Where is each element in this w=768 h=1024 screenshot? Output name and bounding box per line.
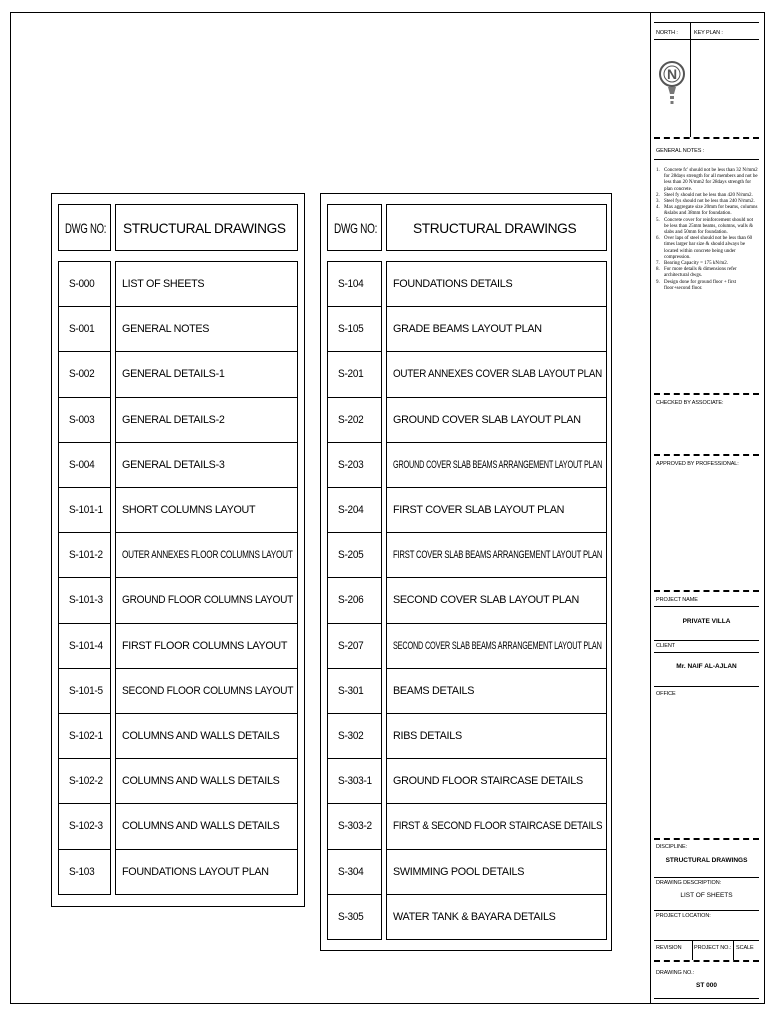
sheet-title-cell: FOUNDATIONS DETAILS (386, 261, 607, 307)
structural-drawings-header: STRUCTURAL DRAWINGS (386, 204, 607, 251)
sheet-number-cell: S-101-3 (58, 577, 111, 623)
revision-label: REVISION (656, 945, 682, 951)
sheet-title-cell: GENERAL NOTES (115, 306, 298, 352)
tb-dash-2 (654, 393, 759, 395)
sheet-title-cell: RIBS DETAILS (386, 713, 607, 759)
tb-location-line (654, 940, 759, 941)
key-plan-label: KEY PLAN : (694, 30, 723, 36)
title-block-divider (650, 12, 651, 1004)
general-note-number: 8. (656, 267, 660, 273)
tb-client-line-2 (654, 652, 759, 653)
tb-client-line (654, 640, 759, 641)
tb-dash-5 (654, 838, 759, 840)
client-value: Mr. NAIF AL-AJLAN (676, 663, 737, 670)
tb-description-line (654, 910, 759, 911)
scale-label: SCALE (736, 945, 754, 951)
sheet-number-cell: S-105 (327, 306, 382, 352)
general-note-number: 5. (656, 217, 660, 223)
tb-dash-4 (654, 590, 759, 592)
tb-top-line (654, 22, 759, 23)
sheet-title-cell: GRADE BEAMS LAYOUT PLAN (386, 306, 607, 352)
sheet-title-cell: FIRST COVER SLAB LAYOUT PLAN (386, 487, 607, 533)
general-note-text: Steel fy should not be less than 420 N/mm2. (664, 192, 753, 198)
sheet-number-cell: S-101-4 (58, 623, 111, 669)
tb-rev-divider-1 (692, 940, 693, 960)
sheet-number-cell: S-102-2 (58, 758, 111, 804)
dwg-no-header: DWG NO: (58, 204, 111, 251)
sheet-number-cell: S-101-1 (58, 487, 111, 533)
sheet-number-cell: S-000 (58, 261, 111, 307)
tb-dash-6 (654, 960, 759, 962)
tb-rev-divider-2 (733, 940, 734, 960)
sheet-title-cell: GROUND COVER SLAB BEAMS ARRANGEMENT LAYOUT PLAN (386, 442, 607, 488)
client-label: CLIENT (656, 643, 675, 649)
general-note-text: For more details & dimensions refer architectural dwgs. (664, 267, 737, 279)
sheet-title-cell: FOUNDATIONS LAYOUT PLAN (115, 849, 298, 895)
tb-dash-3 (654, 454, 759, 456)
general-note-number: 4. (656, 205, 660, 211)
general-note-text: Steel fys should not be less than 240 N/mm2. (664, 199, 755, 205)
general-note-text: Over laps of steel should not be less than 60 times larger bar size & should always be located within concrete being under compression. (664, 236, 753, 260)
tb-north-line (654, 39, 759, 40)
general-note-number: 2. (656, 192, 660, 198)
sheet-number-cell: S-302 (327, 713, 382, 759)
sheet-number-cell: S-101-2 (58, 532, 111, 578)
checked-by-label: CHECKED BY ASSOCIATE: (656, 400, 724, 406)
general-notes-list (656, 168, 758, 292)
sheet-title-cell: COLUMNS AND WALLS DETAILS (115, 803, 298, 849)
general-note-number: 3. (656, 199, 660, 205)
sheet-number-cell: S-004 (58, 442, 111, 488)
sheet-title-cell: SECOND COVER SLAB BEAMS ARRANGEMENT LAYOUT PLAN (386, 623, 607, 669)
general-note-text: Concrete fc' should not be less than 32 N/mm2 for 28days strength for all members and not be less than 20 N/mm2 for 28days strength for plan concrete. (664, 168, 758, 192)
tb-discipline-line (654, 877, 759, 878)
sheet-number-cell: S-204 (327, 487, 382, 533)
sheet-title-cell: FIRST COVER SLAB BEAMS ARRANGEMENT LAYOUT PLAN (386, 532, 607, 578)
sheet-number-cell: S-301 (327, 668, 382, 714)
tb-project-line (654, 606, 759, 607)
sheet-number-cell: S-303-2 (327, 803, 382, 849)
sheet-title-cell: SECOND COVER SLAB LAYOUT PLAN (386, 577, 607, 623)
office-label: OFFICE (656, 691, 676, 697)
drawing-description-label: DRAWING DESCRIPTION: (656, 880, 722, 886)
sheet-number-cell: S-207 (327, 623, 382, 669)
tb-dash-1 (654, 137, 759, 139)
sheet-number-cell: S-202 (327, 397, 382, 443)
sheet-number-cell: S-104 (327, 261, 382, 307)
sheet-title-cell: COLUMNS AND WALLS DETAILS (115, 713, 298, 759)
general-note-item (656, 267, 758, 279)
discipline-value: STRUCTURAL DRAWINGS (665, 857, 748, 864)
sheet-title-cell: SECOND FLOOR COLUMNS LAYOUT (115, 668, 298, 714)
drawing-no-value: ST 000 (696, 982, 717, 989)
drawing-description-value: LIST OF SHEETS (680, 892, 733, 899)
sheet-number-cell: S-102-3 (58, 803, 111, 849)
general-note-item (656, 168, 758, 193)
sheet-title-cell: BEAMS DETAILS (386, 668, 607, 714)
sheet-title-cell: FIRST & SECOND FLOOR STAIRCASE DETAILS (386, 803, 607, 849)
tb-notes-line (654, 159, 759, 160)
general-note-number: 1. (656, 168, 660, 173)
tb-north-keyplan-divider (690, 22, 691, 137)
sheet-number-cell: S-205 (327, 532, 382, 578)
general-notes-label: GENERAL NOTES : (656, 148, 705, 154)
sheet-number-cell: S-002 (58, 351, 111, 397)
general-note-item (656, 236, 758, 261)
general-note-item (656, 280, 758, 292)
tb-bottom-line (654, 998, 759, 999)
sheet-number-cell: S-102-1 (58, 713, 111, 759)
sheet-number-cell: S-303-1 (327, 758, 382, 804)
general-note-number: 7. (656, 261, 660, 267)
project-name-label: PROJECT NAME (656, 597, 698, 603)
project-name-value: PRIVATE VILLA (682, 618, 731, 625)
general-note-number: 6. (656, 236, 660, 242)
sheet-title-cell: GROUND FLOOR STAIRCASE DETAILS (386, 758, 607, 804)
sheet-number-cell: S-201 (327, 351, 382, 397)
sheet-title-cell: OUTER ANNEXES FLOOR COLUMNS LAYOUT (115, 532, 298, 578)
sheet-title-cell: GENERAL DETAILS-1 (115, 351, 298, 397)
north-label: NORTH : (656, 30, 678, 36)
approved-by-label: APPROVED BY PROFESSIONAL: (656, 461, 739, 467)
sheet-list-panel-left (51, 193, 305, 907)
north-symbol-letter: N (666, 66, 678, 82)
sheet-title-cell: GROUND COVER SLAB LAYOUT PLAN (386, 397, 607, 443)
structural-drawings-header: STRUCTURAL DRAWINGS (115, 204, 298, 251)
sheet-title-cell: LIST OF SHEETS (115, 261, 298, 307)
drawing-no-label: DRAWING NO.: (656, 970, 695, 976)
project-location-label: PROJECT LOCATION: (656, 913, 711, 919)
sheet-number-cell: S-203 (327, 442, 382, 488)
north-arrow-icon (659, 56, 685, 106)
dwg-no-header: DWG NO: (327, 204, 382, 251)
sheet-title-cell: SWIMMING POOL DETAILS (386, 849, 607, 895)
sheet-number-cell: S-001 (58, 306, 111, 352)
sheet-title-cell: GENERAL DETAILS-2 (115, 397, 298, 443)
general-note-item (656, 218, 758, 237)
general-note-text: Max aggregate size 20mm for beams, columns &slabs and 38mm for foundation. (664, 205, 758, 217)
sheet-number-cell: S-206 (327, 577, 382, 623)
general-note-item (656, 205, 758, 217)
sheet-title-cell: GROUND FLOOR COLUMNS LAYOUT (115, 577, 298, 623)
sheet-title-cell: SHORT COLUMNS LAYOUT (115, 487, 298, 533)
sheet-title-cell: COLUMNS AND WALLS DETAILS (115, 758, 298, 804)
sheet-number-cell: S-003 (58, 397, 111, 443)
sheet-number-cell: S-103 (58, 849, 111, 895)
sheet-list-panel-right (320, 193, 612, 951)
tb-office-line (654, 686, 759, 687)
general-note-text: Bearing Capacity = 175 kN/m2. (664, 261, 729, 267)
general-note-text: Concrete cover for reinforcement should not be less than 25mm beams, columns, walls & slabs and 50mm for foundation. (664, 217, 754, 236)
sheet-number-cell: S-305 (327, 894, 382, 940)
sheet-title-cell: FIRST FLOOR COLUMNS LAYOUT (115, 623, 298, 669)
general-note-text: Design done for ground floor + first floor+second floor. (664, 279, 736, 291)
general-note-number: 9. (656, 279, 660, 285)
sheet-number-cell: S-304 (327, 849, 382, 895)
sheet-number-cell: S-101-5 (58, 668, 111, 714)
sheet-title-cell: OUTER ANNEXES COVER SLAB LAYOUT PLAN (386, 351, 607, 397)
sheet-title-cell: GENERAL DETAILS-3 (115, 442, 298, 488)
project-no-label: PROJECT NO.: (694, 945, 732, 951)
sheet-title-cell: WATER TANK & BAYARA DETAILS (386, 894, 607, 940)
discipline-label: DISCIPLINE: (656, 844, 687, 850)
